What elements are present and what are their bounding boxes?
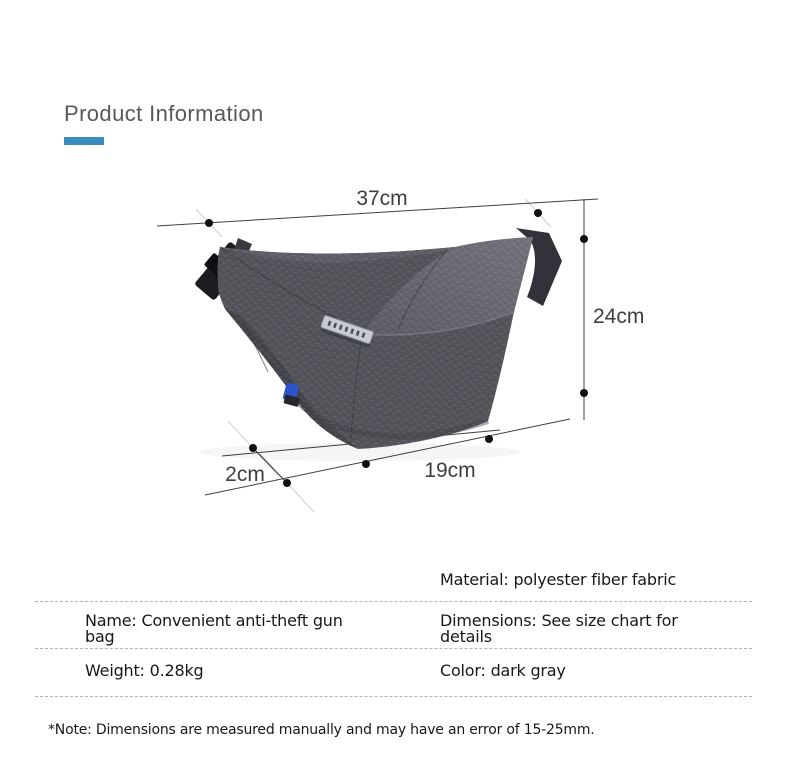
- page-title: Product Information: [64, 101, 264, 126]
- bag-illustration: [190, 228, 562, 449]
- spec-cell-color: Color: dark gray: [440, 661, 566, 680]
- dimension-label-bottom-length: 19cm: [424, 459, 476, 482]
- spec-table: [35, 560, 752, 697]
- measurement-note: *Note: Dimensions are measured manually and may have an error of 15-25mm.: [48, 722, 595, 738]
- spec-cell-name: Name: Convenient anti-theft gun bag: [85, 611, 343, 646]
- dimension-label-base-thickness: 2cm: [225, 463, 265, 486]
- dimension-label-side-height: 24cm: [593, 305, 645, 328]
- spec-cell-weight: Weight: 0.28kg: [85, 661, 204, 680]
- spec-cell-material: Material: polyester fiber fabric: [440, 570, 677, 589]
- bag-fabric-texture: [218, 237, 533, 449]
- spec-cell-dimensions: Dimensions: See size chart for details: [440, 611, 678, 646]
- spec-row-material: [35, 560, 752, 602]
- spec-row-weight-color: [35, 649, 752, 697]
- dimension-label-top-width: 37cm: [356, 187, 408, 210]
- spec-row-name-dimensions: [35, 602, 752, 649]
